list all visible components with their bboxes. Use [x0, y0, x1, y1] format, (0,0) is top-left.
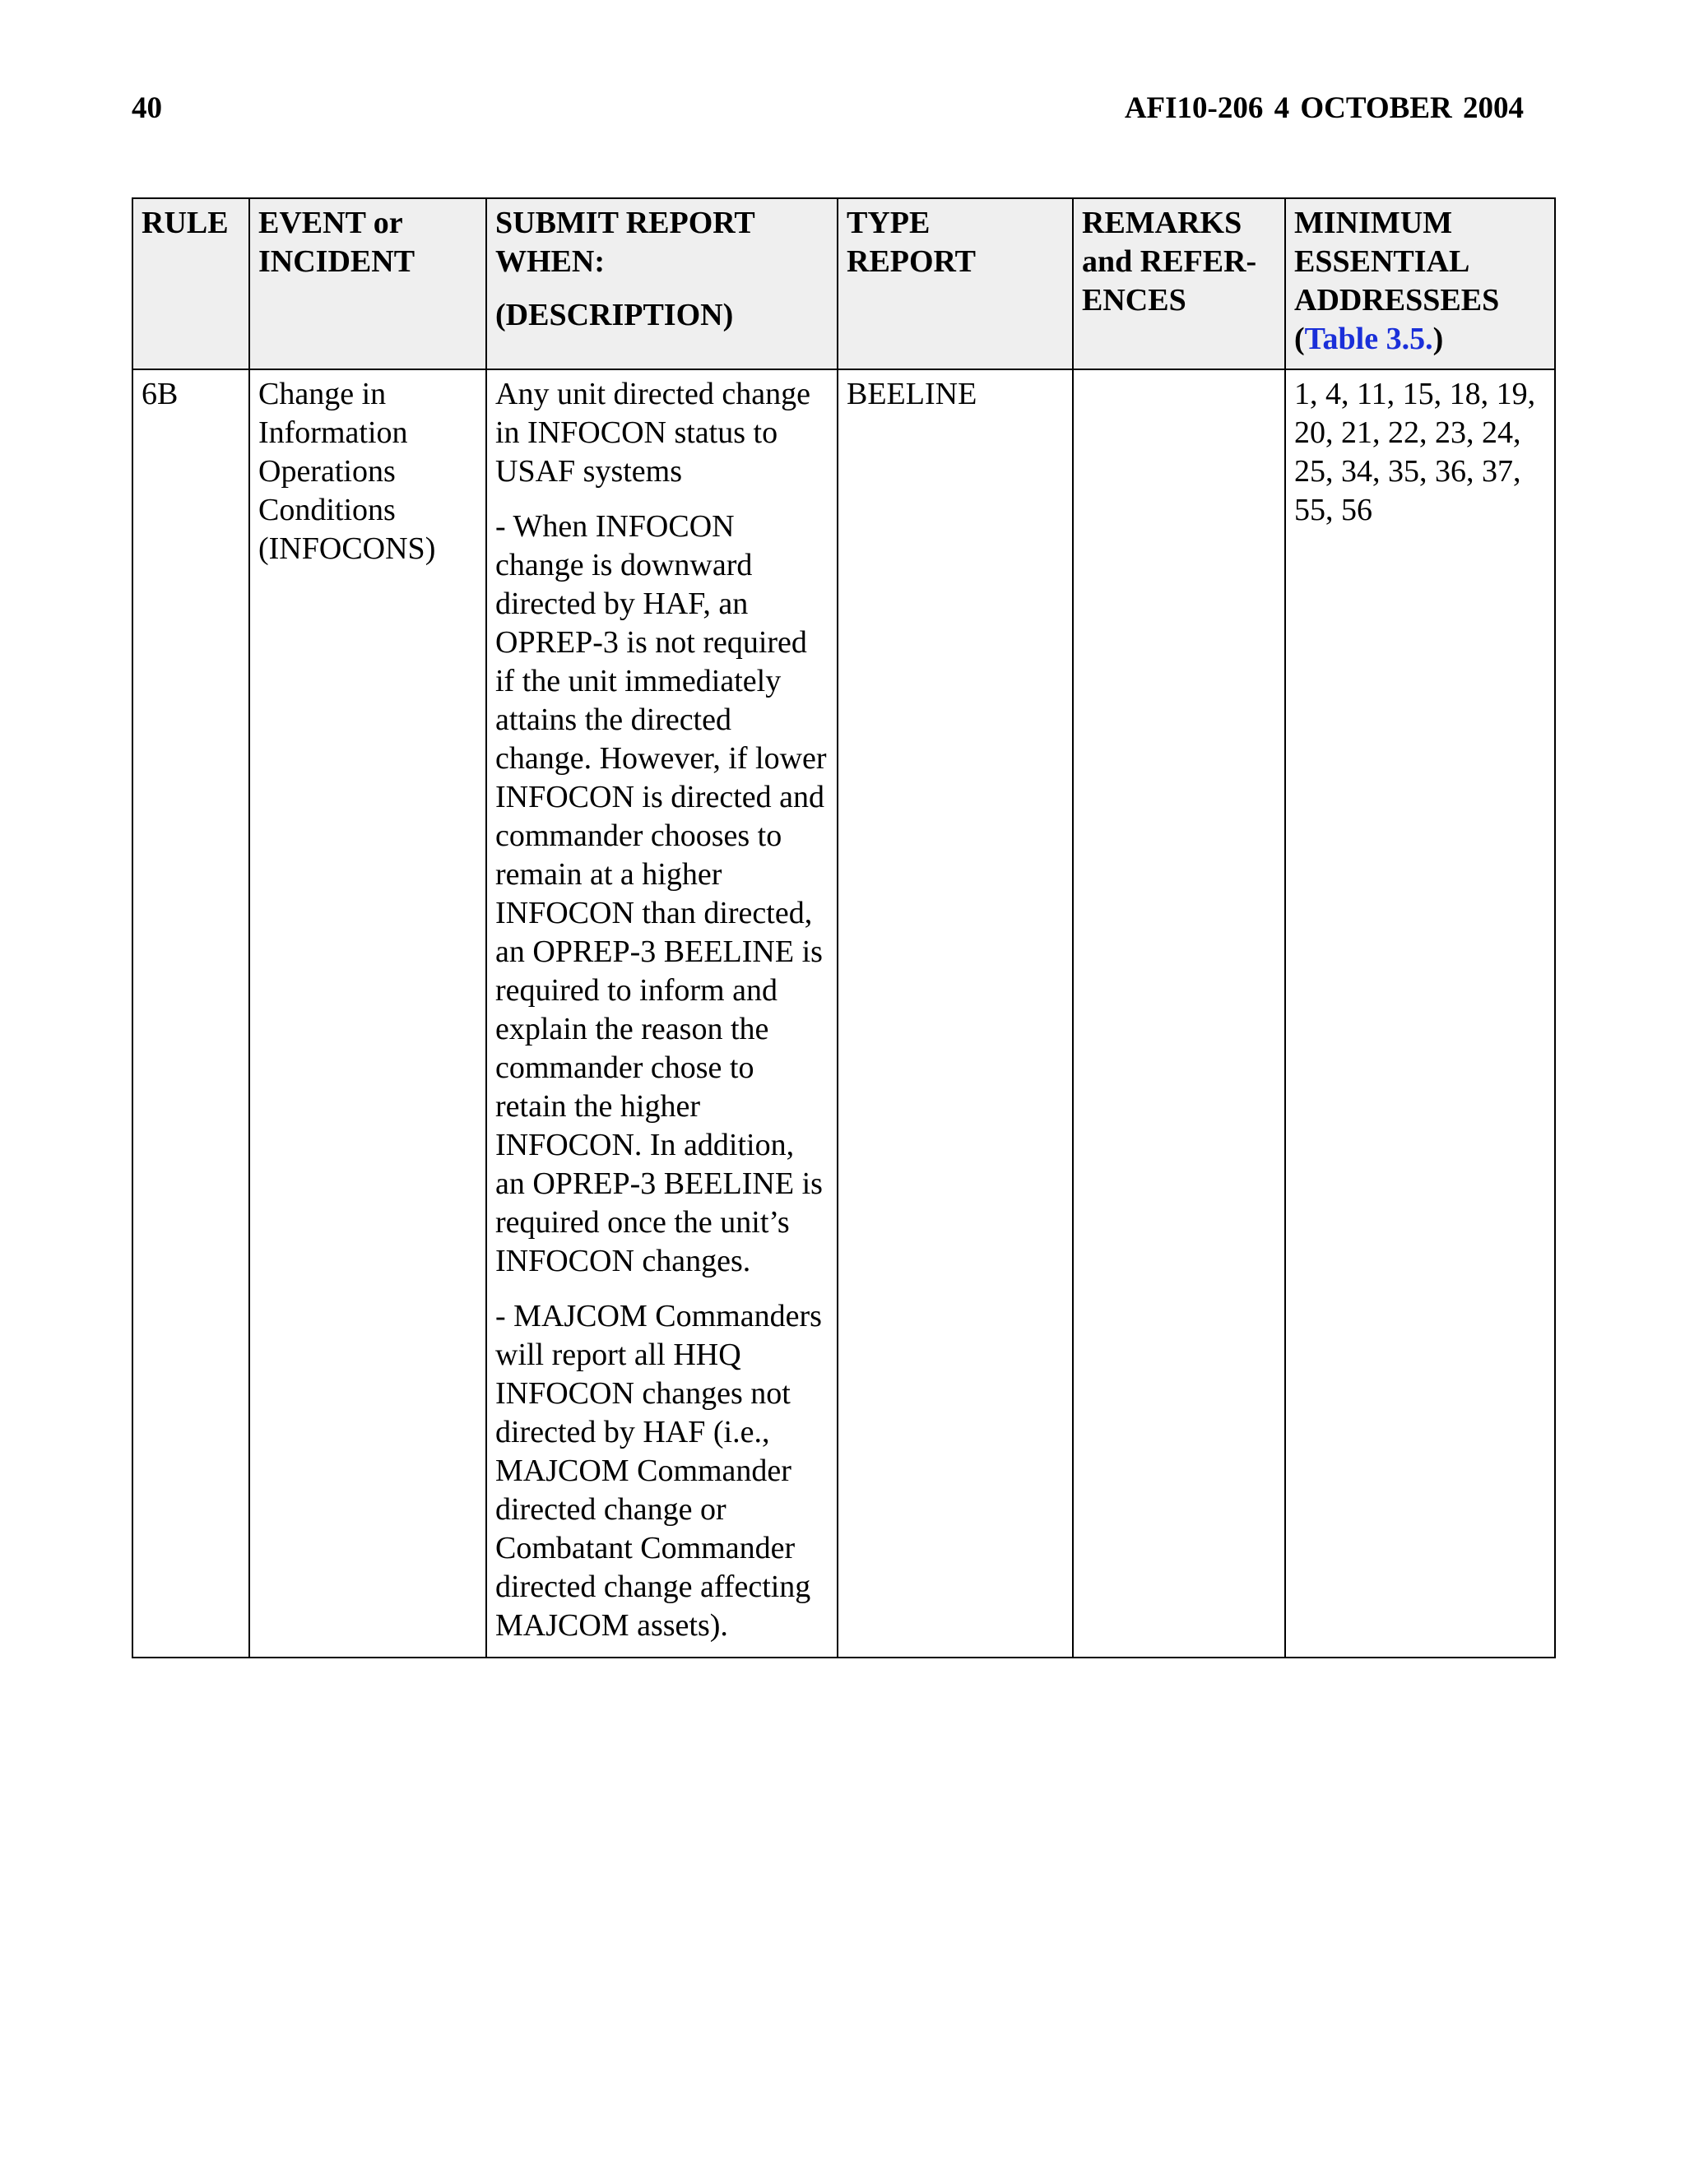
header-submit-description: (DESCRIPTION) — [495, 298, 734, 332]
header-remarks-line-2: and REFER- — [1082, 244, 1257, 279]
header-event — [249, 198, 486, 369]
header-submit-line-1: SUBMIT REPORT — [495, 206, 755, 240]
header-type-line-1: TYPE — [847, 206, 931, 240]
header-remarks-line-3: ENCES — [1082, 283, 1186, 318]
header-remarks — [1073, 198, 1285, 369]
header-rule — [132, 198, 249, 369]
document-identifier: AFI10-206 4 OCTOBER 2004 — [1124, 91, 1524, 125]
cell-rule: 6B — [132, 369, 249, 1658]
table-3-5-link[interactable]: Table 3.5. — [1304, 322, 1433, 356]
table-row — [132, 369, 1555, 1658]
description-paragraph-3: - MAJCOM Commanders will report all HHQ INFOCON changes not directed by HAF (i.e., MAJCOM Commander directed change or Combatant Commander directed change affecting MAJCOM assets). — [495, 1299, 822, 1643]
cell-event: Change in Information Operations Conditions (INFOCONS) — [249, 369, 486, 1658]
header-type — [838, 198, 1073, 369]
page-number: 40 — [132, 91, 162, 125]
header-remarks-line-1: REMARKS — [1082, 206, 1242, 240]
header-addressees-line-4 — [1294, 320, 1546, 359]
header-event-line-1: EVENT or — [258, 206, 403, 240]
header-addressees — [1285, 198, 1555, 369]
header-event-line-2: INCIDENT — [258, 244, 415, 279]
header-submit — [486, 198, 838, 369]
description-paragraph-2: - When INFOCON change is downward directed by HAF, an OPREP-3 is not required if the unit immediately attains the directed change. However, if lower INFOCON is directed and commander chooses to remain at a higher INFOCON than directed, an OPREP-3 BEELINE is required to inform and explain the reason the commander chose to retain the higher INFOCON. In addition, an OPREP-3 BEELINE is required once the unit’s INFOCON changes. — [495, 509, 827, 1278]
header-type-line-2: REPORT — [847, 244, 977, 279]
cell-type-report: BEELINE — [838, 369, 1073, 1658]
header-addressees-close-paren: ) — [1432, 322, 1444, 356]
header-addressees-line-3: ADDRESSEES — [1294, 283, 1500, 318]
description-paragraph-1: Any unit directed change in INFOCON status to USAF systems — [495, 377, 811, 489]
header-submit-line-2: WHEN: — [495, 244, 605, 279]
cell-description — [486, 369, 838, 1658]
cell-addressees: 1, 4, 11, 15, 18, 19, 20, 21, 22, 23, 24, 25, 34, 35, 36, 37, 55, 56 — [1285, 369, 1555, 1658]
header-addressees-line-2: ESSENTIAL — [1294, 244, 1470, 279]
header-rule-label: RULE — [142, 206, 229, 240]
header-addressees-open-paren: ( — [1294, 322, 1305, 356]
cell-remarks — [1073, 369, 1285, 1658]
table-header-row — [132, 198, 1555, 369]
header-addressees-line-1: MINIMUM — [1294, 206, 1453, 240]
rules-table — [132, 197, 1556, 1658]
